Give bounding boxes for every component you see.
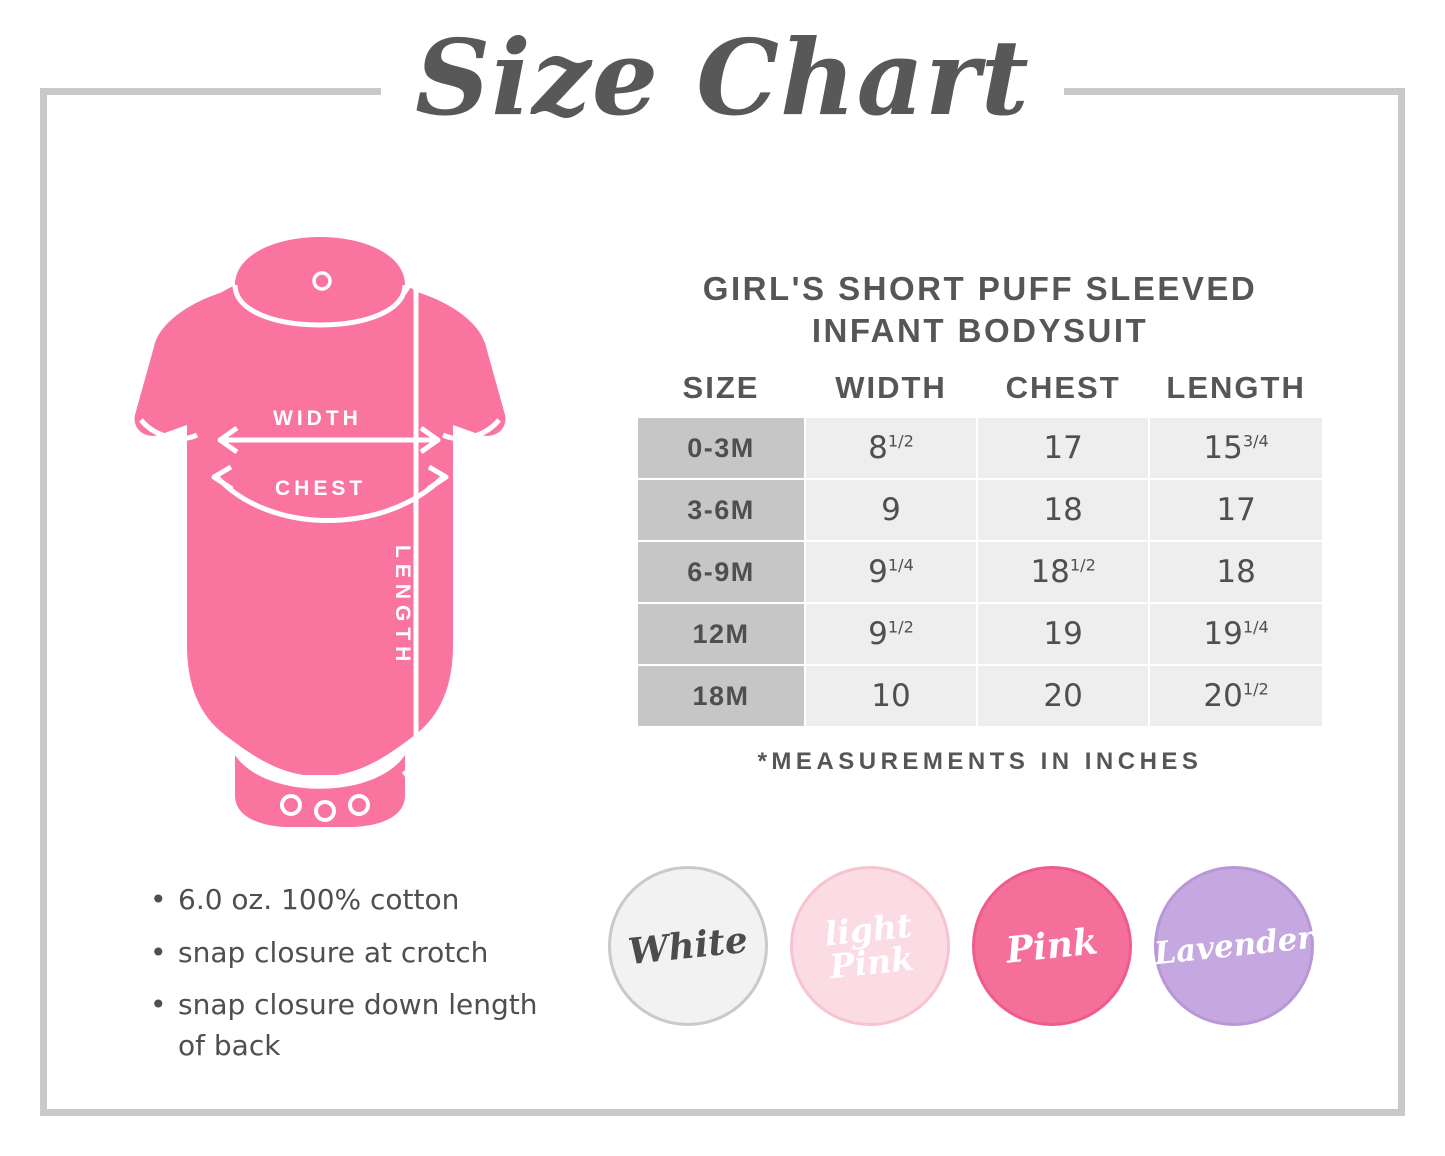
- size-info-panel: [630, 268, 1330, 776]
- header-chest: CHEST: [977, 370, 1149, 417]
- cell-chest: 18: [977, 479, 1149, 541]
- features-list: [150, 880, 570, 1078]
- cell-width: $8^{1/2}$: [805, 417, 977, 479]
- table-row: [637, 665, 1323, 727]
- cell-length: 17: [1149, 479, 1323, 541]
- color-swatch-light-pink[interactable]: [790, 866, 950, 1026]
- features-ul: [150, 880, 570, 1066]
- fraction: 1/2: [887, 618, 914, 638]
- cell-width: 10: [805, 665, 977, 727]
- cell-length: $19^{1/4}$: [1149, 603, 1323, 665]
- cell-size: 12M: [637, 603, 805, 665]
- header-length: LENGTH: [1149, 370, 1323, 417]
- cell-size: 6-9M: [637, 541, 805, 603]
- table-row: [637, 541, 1323, 603]
- cell-size: 18M: [637, 665, 805, 727]
- cell-chest: 17: [977, 417, 1149, 479]
- size-table: [636, 370, 1324, 728]
- cell-length: $15^{3/4}$: [1149, 417, 1323, 479]
- cell-size: 3-6M: [637, 479, 805, 541]
- feature-item: • 6.0 oz. 100% cotton: [178, 880, 570, 921]
- fraction: 3/4: [1242, 432, 1269, 452]
- bodysuit-svg: [85, 215, 555, 855]
- color-label-pink: Pink: [1004, 920, 1100, 972]
- fraction: 1/2: [887, 432, 914, 452]
- table-body: [637, 417, 1323, 727]
- product-name: [630, 268, 1330, 352]
- cell-width: $9^{1/4}$: [805, 541, 977, 603]
- bodysuit-illustration: [85, 215, 555, 855]
- cell-chest: $18^{1/2}$: [977, 541, 1149, 603]
- cell-chest: 20: [977, 665, 1149, 727]
- product-name-line2: INFANT BODYSUIT: [811, 312, 1149, 350]
- color-swatch-pink[interactable]: [972, 866, 1132, 1026]
- cell-length: 18: [1149, 541, 1323, 603]
- table-header-row: [637, 370, 1323, 417]
- cell-size: 0-3M: [637, 417, 805, 479]
- feature-item: • snap closure down length of back: [178, 985, 570, 1066]
- feature-item: • snap closure at crotch: [178, 933, 570, 974]
- header-size: SIZE: [637, 370, 805, 417]
- width-label: WIDTH: [273, 407, 362, 430]
- cell-length: $20^{1/2}$: [1149, 665, 1323, 727]
- length-label: LENGTH: [391, 545, 414, 668]
- cell-width: $9^{1/2}$: [805, 603, 977, 665]
- color-label-light-pink: light Pink: [822, 905, 916, 987]
- header-width: WIDTH: [805, 370, 977, 417]
- cell-width: 9: [805, 479, 977, 541]
- fraction: 1/2: [1069, 556, 1096, 576]
- product-name-line1: GIRL'S SHORT PUFF SLEEVED: [702, 270, 1258, 307]
- color-swatch-lavender[interactable]: [1154, 866, 1314, 1026]
- table-row: [637, 603, 1323, 665]
- measurement-note: *MEASUREMENTS IN INCHES: [757, 748, 1203, 776]
- color-swatches: [608, 866, 1368, 1026]
- color-swatch-white[interactable]: [608, 866, 768, 1026]
- table-row: [637, 479, 1323, 541]
- bodysuit-body: [135, 237, 506, 775]
- page-title: Size Chart: [381, 18, 1064, 138]
- table-row: [637, 417, 1323, 479]
- fraction: 1/4: [1242, 618, 1269, 638]
- color-label-lavender: Lavender: [1152, 919, 1316, 972]
- color-label-white: White: [626, 918, 750, 974]
- fraction: 1/4: [887, 556, 914, 576]
- cell-chest: 19: [977, 603, 1149, 665]
- chest-label: CHEST: [275, 477, 367, 500]
- fraction: 1/2: [1242, 680, 1269, 700]
- page-title-wrapper: [0, 18, 1445, 138]
